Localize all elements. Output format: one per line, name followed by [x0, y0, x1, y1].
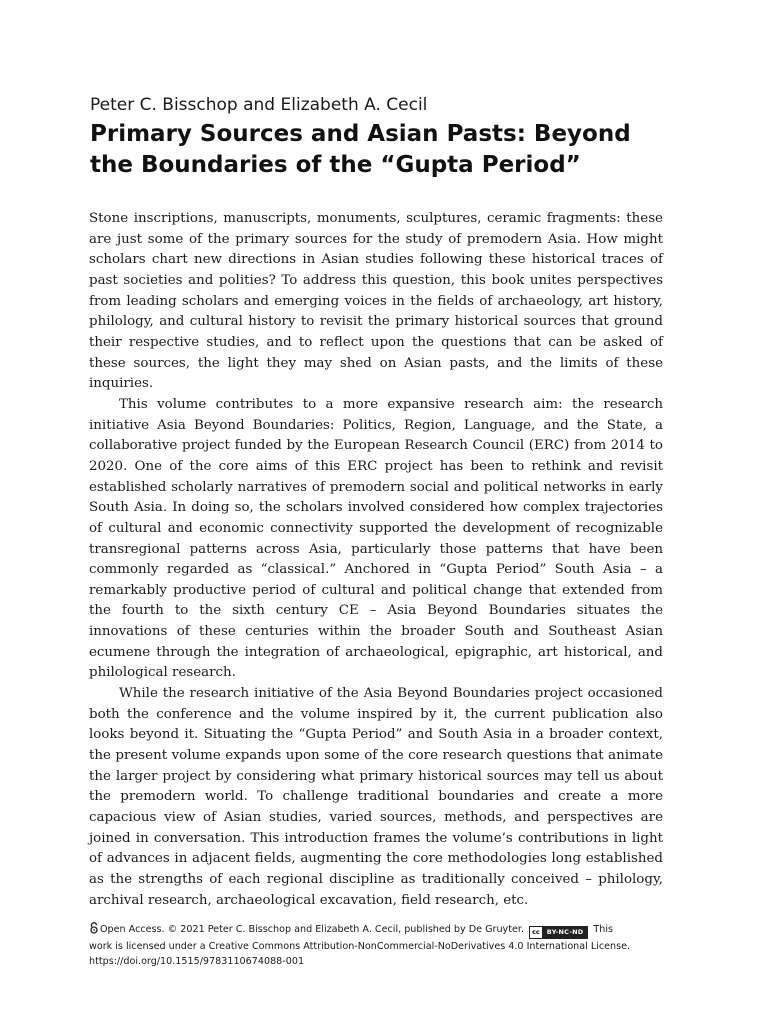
cc-license-type: BY-NC-ND — [543, 927, 588, 938]
paragraph-1: Stone inscriptions, manuscripts, monuments, sculptures, ceramic fragments: these are just some of the primary sources for the study of premodern Asia. How might scholars chart new directions in Asian studies following these historical traces of past societies and polities? To address this question, this book unites perspectives from leading scholars and emerging voices in the fields of archaeology, art history, philology, and cultural history to revisit the primary historical sources that ground their respective studies, and to reflect upon the questions that can be asked of these sources, the light they may shed on Asian pasts, and the limits of these inquiries. — [89, 211, 663, 392]
running-authors: Peter C. Bisschop and Elizabeth A. Cecil — [90, 95, 428, 115]
paragraph-2: This volume contributes to a more expansive research aim: the research initiative Asia Beyond Boundaries: Politics, Region, Language, and the State, a collaborative project funded by the European Research Council (ERC) from 2014 to 2020. One of the core aims of this ERC project has been to rethink and revisit established scholarly narratives of premodern social and political networks in early South Asia. In doing so, the scholars involved considered how complex trajectories of cultural and economic connectivity supported the development of recognizable transregional patterns across Asia, particularly those patterns that have been commonly regarded as “classical.” Anchored in “Gupta Period” South Asia – a remarkably productive period of cultural and political change that extended from the fourth to the sixth century CE – Asia Beyond Boundaries situates the innovations of these centuries within the broader South and Southeast Asian ecumene through the integration of archaeological, epigraphic, art historical, and philological research. — [89, 396, 663, 681]
doi-link[interactable]: https://doi.org/10.1515/9783110674088-001 — [89, 956, 305, 967]
chapter-title — [90, 119, 690, 181]
chapter-title-line-1: Primary Sources and Asian Pasts: Beyond — [90, 121, 631, 147]
open-access-statement: Open Access. © 2021 Peter C. Bisschop and Elizabeth A. Cecil, published by De Gruyter. — [100, 924, 525, 935]
cc-license-badge[interactable] — [529, 926, 588, 939]
license-footer — [89, 922, 667, 969]
paragraph-3: While the research initiative of the Asia Beyond Boundaries project occasioned both the conference and the volume inspired by it, the current publication also looks beyond it. Situating the “Gupta Period” and South Asia in a broader context, the present volume expands upon some of the core research questions that animate the larger project by considering what primary historical sources may tell us about the premodern world. To challenge traditional boundaries and create a more capacious view of Asian studies, varied sources, methods, and perspectives are joined in conversation. This introduction frames the volume’s contributions in light of advances in adjacent fields, augmenting the core methodologies long established as the strengths of each regional discipline as traditionally conceived – philology, archival research, archaeological excavation, field research, etc. — [89, 686, 663, 908]
body-text — [89, 209, 663, 911]
chapter-title-line-2: the Boundaries of the “Gupta Period” — [90, 152, 581, 178]
footer-line-1-end: This — [593, 924, 614, 935]
footer-line-1 — [89, 922, 667, 939]
footer-line-2: work is licensed under a Creative Commons Attribution-NonCommercial-NoDerivatives 4.0 International License. — [89, 941, 631, 952]
open-access-icon — [89, 922, 99, 934]
cc-logo-icon: cc — [530, 927, 543, 938]
